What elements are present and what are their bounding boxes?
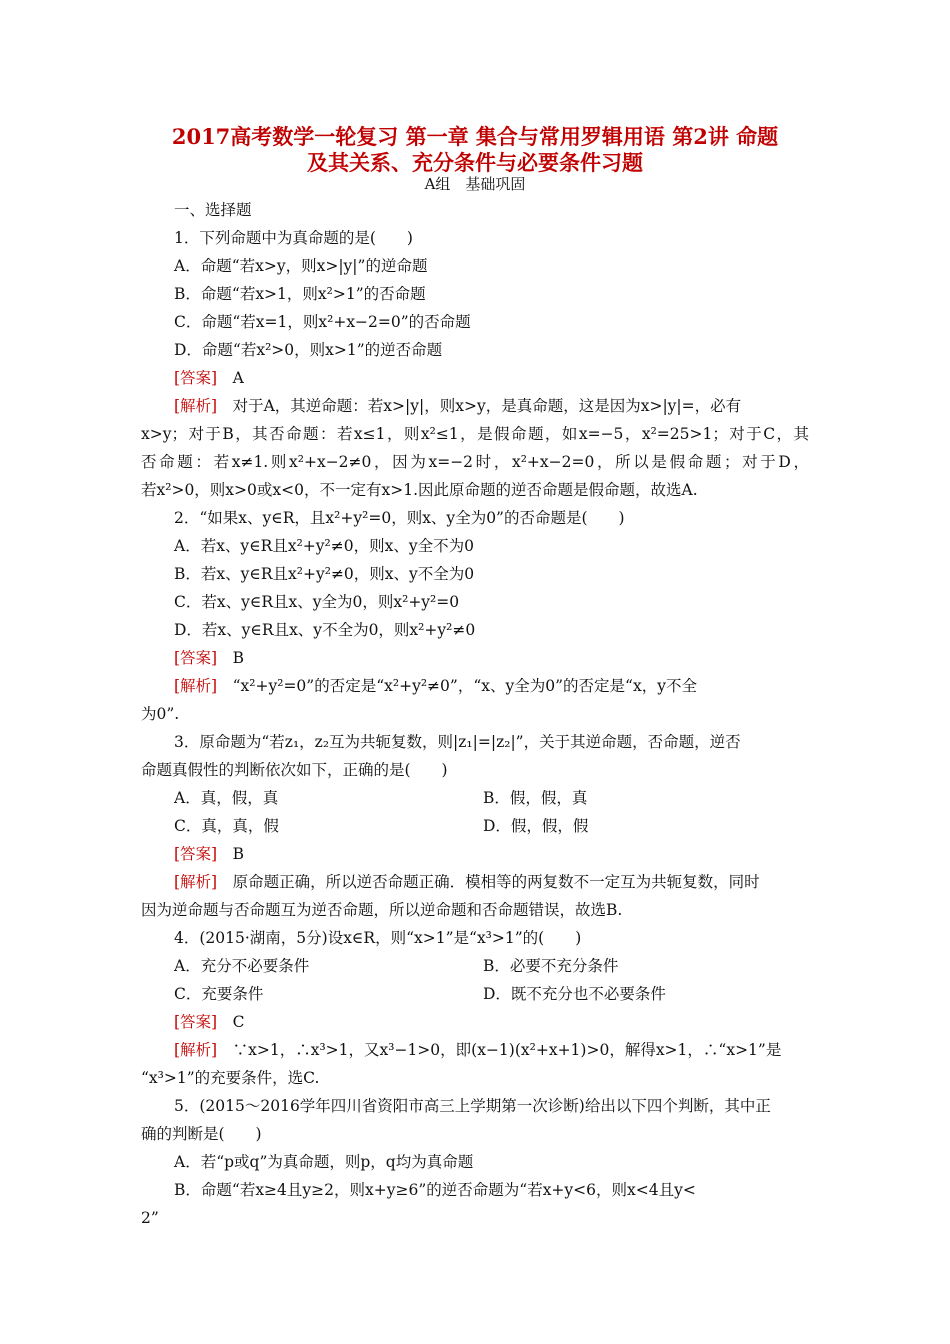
- q3-analysis-line-2: 因为逆命题与否命题互为逆否命题，所以逆命题和否命题错误，故选B.: [141, 901, 623, 919]
- document-title-line-2: 及其关系、充分条件与必要条件习题: [307, 150, 643, 175]
- q4-stem: 4．(2015·湖南，5分)设x∈R，则“x>1”是“x³>1”的( ): [174, 929, 582, 947]
- q3-option-c: C．真，真，假: [174, 817, 279, 835]
- q1-option-d: D．命题“若x²>0，则x>1”的逆否命题: [174, 341, 443, 359]
- q1-analysis-line-2: x>y；对于B，其否命题：若x≤1，则x²≤1，是假命题，如x=−5，x²=25>1；对于C，其: [141, 425, 809, 443]
- q3-option-b: B．假，假，真: [483, 789, 588, 807]
- q2-option-c: C．若x、y∈R且x、y全为0，则x²+y²=0: [174, 593, 460, 611]
- answer-label: [答案]: [174, 649, 218, 667]
- analysis-label: [解析]: [174, 397, 218, 415]
- q3-option-d: D．假，假，假: [483, 817, 589, 835]
- analysis-text: ∵x>1，∴x³>1，又x³−1>0，即(x−1)(x²+x+1)>0，解得x>1，∴“x>1”是: [217, 1041, 782, 1059]
- q1-answer: [174, 368, 244, 388]
- q4-option-b: B．必要不充分条件: [483, 957, 619, 975]
- q5-option-a: A．若“p或q”为真命题，则p，q均为真命题: [174, 1153, 474, 1171]
- answer-value: A: [232, 369, 244, 387]
- q1-stem: 1．下列命题中为真命题的是( ): [174, 229, 413, 247]
- analysis-label: [解析]: [174, 1041, 218, 1059]
- q3-stem-line-2: 命题真假性的判断依次如下，正确的是( ): [141, 761, 448, 779]
- answer-label: [答案]: [174, 1013, 218, 1031]
- q2-analysis-line-2: 为0”.: [141, 705, 180, 723]
- q2-option-a: A．若x、y∈R且x²+y²≠0，则x、y全不为0: [174, 537, 474, 555]
- document-title-line-1: 2017高考数学一轮复习 第一章 集合与常用罗辑用语 第2讲 命题: [171, 124, 779, 149]
- q2-analysis-line-1: [174, 676, 697, 696]
- q1-analysis-line-4: 若x²>0，则x>0或x<0，不一定有x>1.因此原命题的逆否命题是假命题，故选A.: [141, 481, 698, 499]
- q3-analysis-line-1: [174, 872, 760, 892]
- group-heading: A组 基础巩固: [424, 175, 526, 193]
- answer-value: C: [232, 1013, 245, 1031]
- q4-answer: [174, 1012, 245, 1032]
- q2-option-b: B．若x、y∈R且x²+y²≠0，则x、y不全为0: [174, 565, 475, 583]
- analysis-text: 原命题正确，所以逆否命题正确．模相等的两复数不一定互为共轭复数，同时: [217, 873, 760, 891]
- q1-option-a: A．命题“若x>y，则x>|y|”的逆命题: [174, 257, 428, 275]
- q4-option-c: C．充要条件: [174, 985, 264, 1003]
- q3-stem-line-1: 3．原命题为“若z₁，z₂互为共轭复数，则|z₁|=|z₂|”，关于其逆命题，否命题，逆否: [174, 733, 741, 751]
- q4-option-a: A．充分不必要条件: [174, 957, 310, 975]
- q2-stem: 2．“如果x、y∈R，且x²+y²=0，则x、y全为0”的否命题是( ): [174, 509, 625, 527]
- analysis-text: 对于A，其逆命题：若x>|y|，则x>y，是真命题，这是因为x>|y|=，必有: [217, 397, 742, 415]
- q2-option-d: D．若x、y∈R且x、y不全为0，则x²+y²≠0: [174, 621, 476, 639]
- q3-answer: [174, 844, 244, 864]
- answer-label: [答案]: [174, 845, 218, 863]
- answer-value: B: [232, 845, 245, 863]
- analysis-label: [解析]: [174, 873, 218, 891]
- analysis-text: “x²+y²=0”的否定是“x²+y²≠0”，“x、y全为0”的否定是“x，y不全: [217, 677, 697, 695]
- q4-analysis-line-2: “x³>1”的充要条件，选C.: [141, 1069, 320, 1087]
- q1-option-c: C．命题“若x=1，则x²+x−2=0”的否命题: [174, 313, 471, 331]
- q4-option-d: D．既不充分也不必要条件: [483, 985, 666, 1003]
- q5-stem-line-1: 5．(2015～2016学年四川省资阳市高三上学期第一次诊断)给出以下四个判断，其中正: [174, 1097, 771, 1115]
- q1-analysis-line-1: [174, 396, 741, 416]
- q5-stem-line-2: 确的判断是( ): [141, 1125, 262, 1143]
- q1-option-b: B．命题“若x>1，则x²>1”的否命题: [174, 285, 426, 303]
- analysis-label: [解析]: [174, 677, 218, 695]
- q5-option-b-line-2: 2”: [141, 1209, 159, 1227]
- q3-option-a: A．真，假，真: [174, 789, 279, 807]
- q5-option-b-line-1: B．命题“若x≥4且y≥2，则x+y≥6”的逆否命题为“若x+y<6，则x<4且y<: [174, 1181, 696, 1199]
- answer-value: B: [232, 649, 245, 667]
- q4-analysis-line-1: [174, 1040, 781, 1060]
- answer-label: [答案]: [174, 369, 218, 387]
- q1-analysis-line-3: 否命题：若x≠1.则x²+x−2≠0，因为x=−2时，x²+x−2=0，所以是假命题；对于D，: [141, 453, 809, 471]
- q2-answer: [174, 648, 244, 668]
- section-heading: 一、选择题: [174, 201, 252, 219]
